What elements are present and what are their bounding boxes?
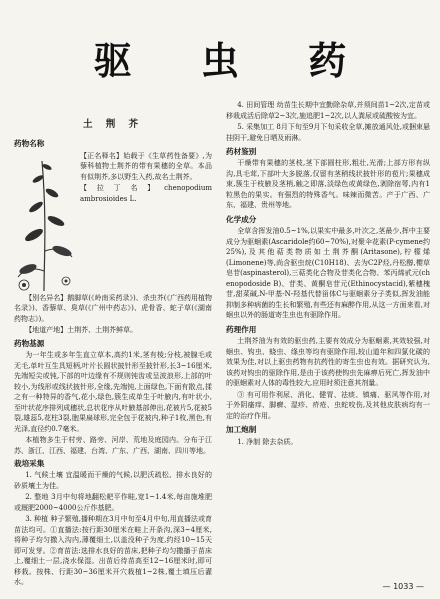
features-paragraph: 为一年生或多年生直立草本,高约1米,茎有棱;分枝,被腺毛或无毛,单叶互生具短柄,叶片长圆状披针形至披针形,长3~16厘米,先端短尖或钝,下部的叶边缘有不规则钝齿或呈波浪形,上部的叶较小,为线形或线状披针形,全缘,先端钝,上面绿色,下面有散点,揉之有一种特异的香气,花小,绿色,簇生成单生于叶腋内,有叶状小,至叶状花序排列成穗状,总状花序从叶腋基部伸出,花被片5,花被5裂,雄蕊5,花柱3裂,胞果扁球形,完全包于花被内,种子1枚,黑色,有光泽,直径约0.7毫米。: [14, 351, 212, 433]
features-paragraph: 本植物多生于村旁、路旁、河岸、荒地及庭园内。分布于江苏、浙江、江西、福建、台湾、广东、广西、湖南、四川等地。: [14, 436, 212, 455]
field-management: 4. 田间管理 幼苗生长期中宜勤除杂草,并须间苗1~2次,定苗或移栽成活后除草2~3次,施追肥1~2次,以人粪尿或硫酸铵为宜。: [226, 101, 430, 120]
pharmacology-paragraph: ③ 有可用作利尿、消化、健胃、祛痰、镇痛、驱风等作用,对于外阴瘙痒、脚癣、湿疹、疥疮、虫蛇咬伤,及其他皮肤病均有一定的治疗作用。: [226, 390, 430, 420]
cultivation-paragraph: 2. 整地 3月中旬将地翻松耙平作畦,宽1~1.4米,每亩施堆肥或厩肥2000~4000公斤作基肥。: [14, 493, 212, 512]
right-column: [226, 100, 430, 448]
decoction-heading: 加工炮制: [226, 425, 257, 435]
chemistry-paragraph: 全草含挥发油0.5~1%,以果实中最多,叶次之,茎最少,挥中主要成分为驱蛔素(Ascaridole约60~70%),对聚伞花素(P-cymene约25%),及其他萜类物质如土荆芥酮(Aritasone),柠檬烯(Limonene)等,尚含驱虫烷(C10H18)、去为C2P烃,丹松醇,樱草皂苷(aspinasterol),三萜类化合物及苷类化合物、苯丙烯甙元(ch enopodoside B)、苷类、黄酮皂苷元(Ethinocystacid),紫穗槐苷,甜菜碱,N-甲基-N-羟基代替甾体C与驱蛔素分子类似,挥发油能抑制多种病菌的生长和繁殖,有些还有麻醉作用,从这一方面来看,对蛔虫以外的肠道寄生虫也有驱除作用。: [226, 227, 430, 320]
drug-name-heading: 药物名称: [14, 139, 45, 149]
cultivation-paragraph: 1. 气候土壤 宜温暖而干燥的气候,以肥沃疏松、排水良好的砂质壤土为佳。: [14, 471, 212, 490]
name-text: [80, 151, 212, 293]
herb-title: 土 荆 芥: [82, 119, 144, 130]
genuine-origin: 【地道产地】土荆芥、土荆芥鲜草。: [25, 326, 138, 335]
official-name: 【正名释名】始载于《生草药性备要》,为藜科植物土荆芥的带有果穗的全草。本品有似荆芥,多以野生入药,故名土荆芥。: [80, 151, 212, 181]
chemistry-heading: 化学成分: [226, 214, 257, 224]
decoction-paragraph: 1. 净制 除去杂质。: [237, 437, 298, 446]
left-column: [14, 100, 212, 589]
cultivation-paragraph: 3. 种植 种子繁殖,播种期在3月中旬至4月中旬,用直播法或育苗法均可。①直播法:按行距30厘米在畦上开条沟,深3~4厘米,将种子均匀撒入沟内,薄覆细土,以盖没种子为度,约经10~15天即可发芽。②育苗法:选排水良好的苗床,把种子均匀撒播于苗床上,覆细土一层,浇水保湿。出苗后待苗高至12~16厘米时,即可移栽。按株、行距30~36厘米开穴栽植1~2株,覆土填压后灌水。: [14, 515, 212, 587]
pharmacology-paragraph: 土荆芥油为有效的驱虫药,主要有效成分为驱蛔素,其效较强,对蛔虫、钩虫、蛲虫、绦虫等均有驱除作用,较山道年和四氯化碳的效果为佳,对以上驱虫药物有抗药性的寄生虫也有效。据研究认为,该药对钩虫的驱除作用,是由于该药使钩虫先麻痹后死亡,挥发油中的驱蛔素对人体的毒性较大,应用时须注意其剂量。: [226, 337, 430, 388]
name-block: [14, 151, 212, 293]
herb-plant-illustration: [14, 151, 76, 293]
page-title: 驱 虫 药: [93, 38, 375, 83]
identification-paragraph: 干燥带有果穗的茎枝,茎下部圆柱形,粗壮,光滑;上部方形有纵沟,具毛茸,下部叶大多脱落,仅留有茎稍线状披针形的苞片;果穗成束,簇生于枝腋及茎梢,触之即落,淡绿色或黄绿色,剥除宿萼,内有1粒黑色的果实。有强烈的特殊香气。味辣而微苦。产于广西、广东、福建、贵州等地。: [226, 159, 430, 210]
harvest: 5. 采集加工 8月下旬至9月下旬采收全草,摊放通风处,或捆束悬挂阴干,避免日晒及雨淋。: [226, 123, 430, 142]
features-heading: 药物基源: [14, 338, 45, 348]
pharmacology-heading: 药理作用: [226, 324, 257, 334]
latin-name: 【拉丁名】chenopodium ambrosioides L.: [80, 184, 212, 203]
page-number: — 1033 —: [382, 582, 424, 591]
aliases: 【别名异名】鹅脚草(《岭南采药录》)、杀虫芥(《广西药用植物名录》)、香藜草、臭草(《广州中药志》)、虎骨香、蛇子草(《湖南药物志》)。: [14, 293, 212, 323]
identification-heading: 药材鉴别: [226, 147, 257, 156]
cultivation-heading: 栽培采集: [14, 459, 45, 469]
